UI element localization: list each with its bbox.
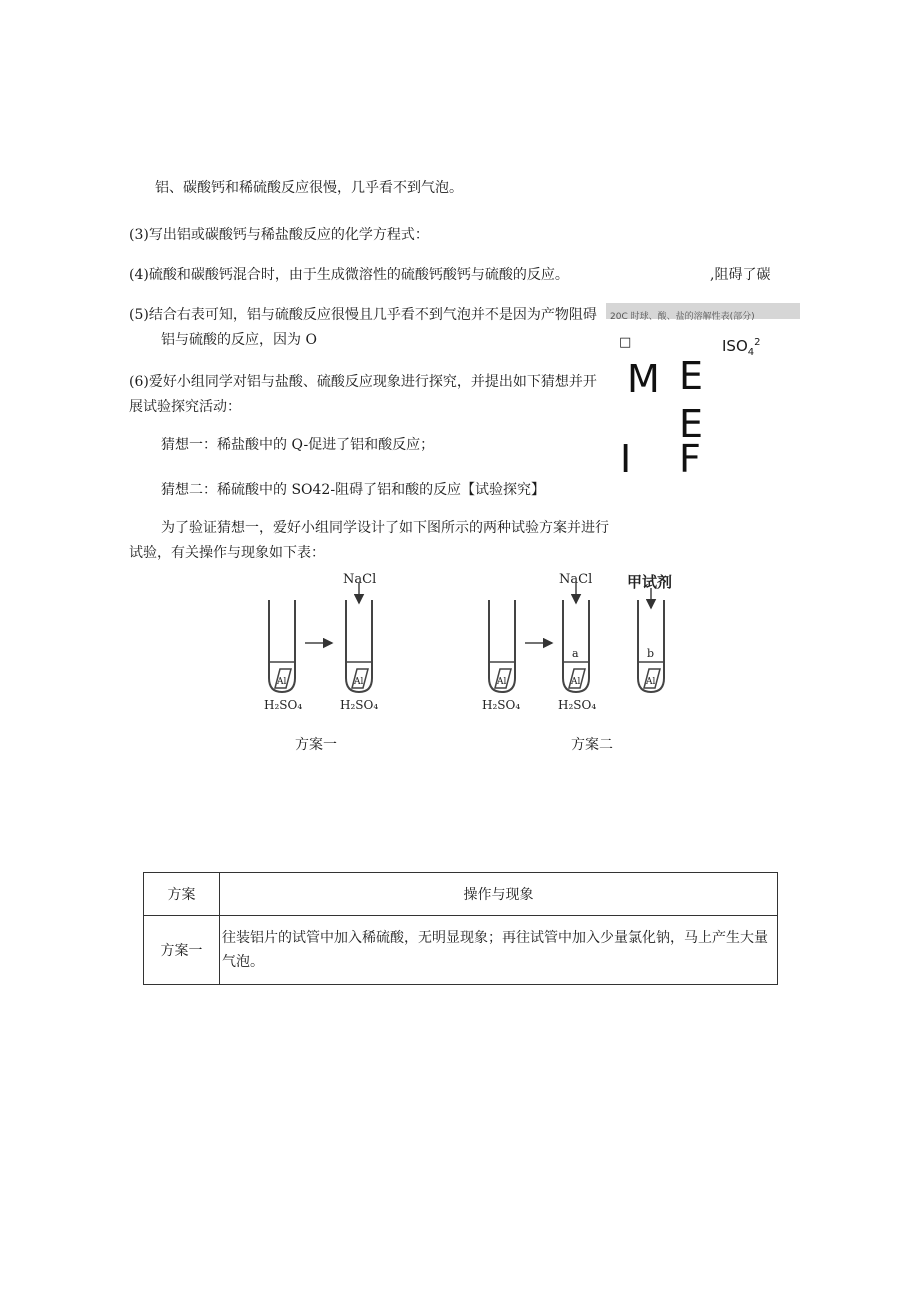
al-label-1-1: Al — [277, 677, 287, 687]
nacl-label-2: NaCl — [559, 572, 593, 587]
acid-label-1-2: H₂SO₄ — [340, 698, 379, 712]
acid-label-2-1: H₂SO₄ — [482, 698, 521, 712]
table-letter-m: M — [627, 357, 660, 401]
reagent-jia-label: 甲试剂 — [627, 573, 673, 591]
table-letter-e2: E — [679, 402, 704, 446]
operations-table — [143, 872, 778, 985]
acid-label-2-2: H₂SO₄ — [558, 698, 597, 712]
figure-caption-scheme-2: 方案二 — [571, 737, 613, 753]
figure-caption-scheme-1: 方案一 — [295, 737, 337, 753]
question-4: (4)硫酸和碳酸钙混合时，由于生成微溶性的硫酸钙酸钙与硫酸的反应。 — [129, 267, 569, 283]
question-4-tail: ,阻碍了碳 — [710, 267, 771, 283]
sulfate-ion-label: $ISO_4^2$ — [722, 337, 761, 358]
row-description: 往装铝片的试管中加入稀硫酸，无明显现象；再往试管中加入少量氯化钠，马上产生大量气泡。 — [220, 916, 778, 985]
header-operation: 操作与现象 — [220, 873, 778, 916]
question-3: (3)写出铝或碳酸钙与稀盐酸反应的化学方程式： — [129, 227, 429, 243]
question-6-line1: (6)爱好小组同学对铝与盐酸、硫酸反应现象进行探究，并提出如下猜想并开 — [129, 374, 597, 390]
solubility-table-caption: 20C 时球、酸、盐的溶解性表(部分) — [610, 312, 755, 322]
solution-a-label: a — [572, 647, 579, 660]
question-6-line2: 展试验探究活动： — [129, 399, 241, 415]
table-row — [144, 916, 778, 985]
question-5-line2: 铝与硫酸的反应，因为 O — [161, 332, 317, 348]
intro-text: 铝、碳酸钙和稀硫酸反应很慢，几乎看不到气泡。 — [155, 180, 463, 196]
guess-1: 猜想一：稀盐酸中的 Q-促进了铝和酸反应； — [161, 437, 435, 453]
verify-line2: 试验，有关操作与现象如下表： — [129, 545, 325, 561]
header-plan: 方案 — [144, 873, 220, 916]
table-letter-e1: E — [679, 354, 704, 398]
nacl-label-1: NaCl — [343, 572, 377, 587]
al-label-1-2: Al — [354, 677, 364, 687]
question-5-line1: (5)结合右表可知，铝与硫酸反应很慢且几乎看不到气泡并不是因为产物阻碍 — [129, 307, 597, 323]
al-label-2-1: Al — [497, 677, 507, 687]
verify-line1: 为了验证猜想一，爱好小组同学设计了如下图所示的两种试验方案并进行 — [161, 520, 609, 536]
acid-label-1-1: H₂SO₄ — [264, 698, 303, 712]
al-label-2-2: Al — [571, 677, 581, 687]
solution-b-label: b — [647, 647, 655, 660]
al-label-2-3: Al — [646, 677, 656, 687]
table-header-row — [144, 873, 778, 916]
table-letter-f: F — [679, 437, 701, 481]
table-letter-i: I — [620, 437, 632, 481]
guess-2: 猜想二：稀硫酸中的 SO42-阻碍了铝和酸的反应【试验探究】 — [161, 482, 546, 498]
row-plan-name: 方案一 — [144, 916, 220, 985]
empty-box-glyph: □ — [619, 335, 632, 350]
